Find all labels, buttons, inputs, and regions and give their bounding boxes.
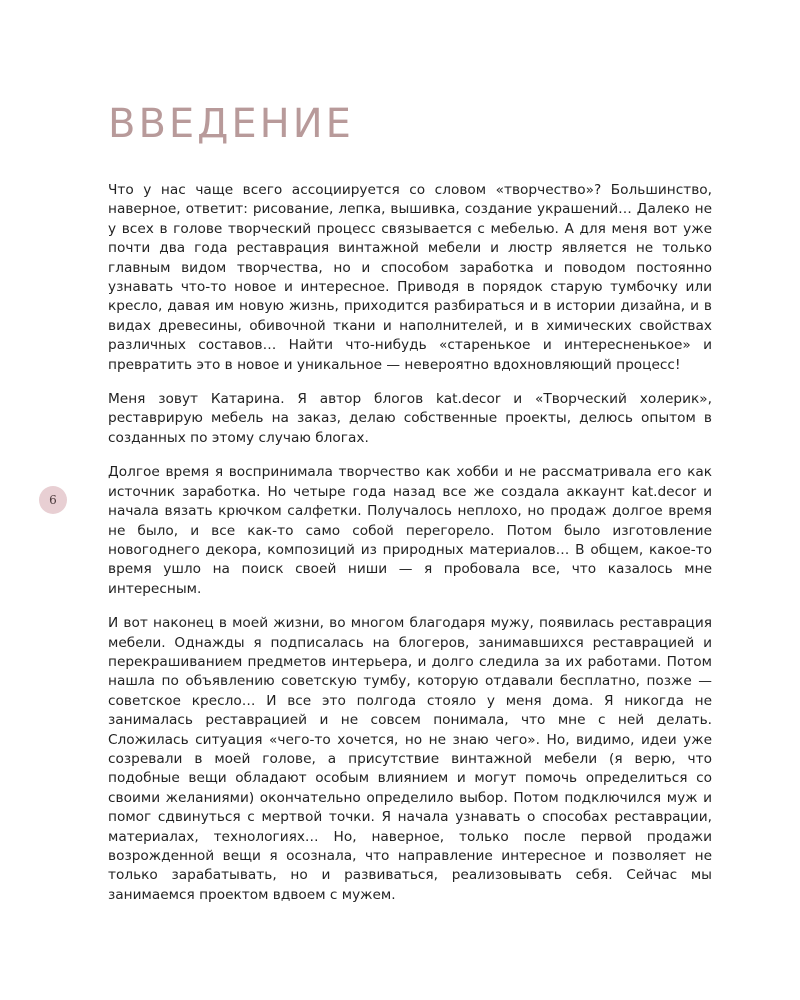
paragraph-4: И вот наконец в моей жизни, во многом благодаря мужу, появилась реставрация мебели. Однажды я подписалась на блогеров, занимавшихся реставрацией и перекрашиванием предметов интерьера, и долго следила за их работами. Потом нашла по объявлению советскую тумбу, которую отдавали бесплатно, позже — советское кресло… И все это полгода стояло у меня дома. Я никогда не занималась реставрацией и не совсем понимала, что мне с ней делать. Сложилась ситуация «чего-то хочется, но не знаю чего». Но, видимо, идеи уже созревали в моей голове, а присутствие винтажной мебели (я верю, что подобные вещи обладают особым влиянием и могут помочь определиться со своими желаниями) окончательно определило выбор. Потом подключился муж и помог сдвинуться с мертвой точки. Я начала узнавать о способах реставрации, материалах, технологиях… Но, наверное, только после первой продажи возрожденной вещи я осознала, что направление интересное и позволяет не только зарабатывать, но и развиваться, реализовывать себя. Сейчас мы занимаемся проектом вдвоем с мужем. bbox=[108, 615, 712, 903]
body-text bbox=[108, 181, 712, 920]
chapter-title: ВВЕДЕНИЕ bbox=[108, 101, 354, 147]
paragraph-1: Что у нас чаще всего ассоциируется со словом «творчество»? Большинство, наверное, ответит: рисование, лепка, вышивка, создание украшений… Далеко не у всех в голове творческий процесс связывается с мебелью. А для меня вот уже почти два года реставрация винтажной мебели и люстр является не только главным видом творчества, но и способом заработка и поводом постоянно узнавать что-то новое и интересное. Приводя в порядок старую тумбочку или кресло, давая им новую жизнь, приходится разбираться и в истории дизайна, и в видах древесины, обивочной ткани и наполнителей, и в химических свойствах различных составов… Найти что-нибудь «старенькое и интересненькое» и превратить это в новое и уникальное — невероятно вдохновляющий процесс! bbox=[108, 182, 712, 373]
paragraph-3: Долгое время я воспринимала творчество как хобби и не рассматривала его как источник заработка. Но четыре года назад все же создала аккаунт kat.decor и начала вязать крючком салфетки. Получалось неплохо, но продаж долгое время не было, и все как-то само собой перегорело. Потом было изготовление новогоднего декора, композиций из природных материалов… В общем, какое-то время ушло на поиск своей ниши — я пробовала все, что казалось мне интересным. bbox=[108, 464, 712, 597]
paragraph-2: Меня зовут Катарина. Я автор блогов kat.decor и «Творческий холерик», реставрирую мебель на заказ, делаю собственные проекты, делюсь опытом в созданных по этому случаю блогах. bbox=[108, 391, 712, 446]
page-number-badge: 6 bbox=[39, 486, 67, 514]
